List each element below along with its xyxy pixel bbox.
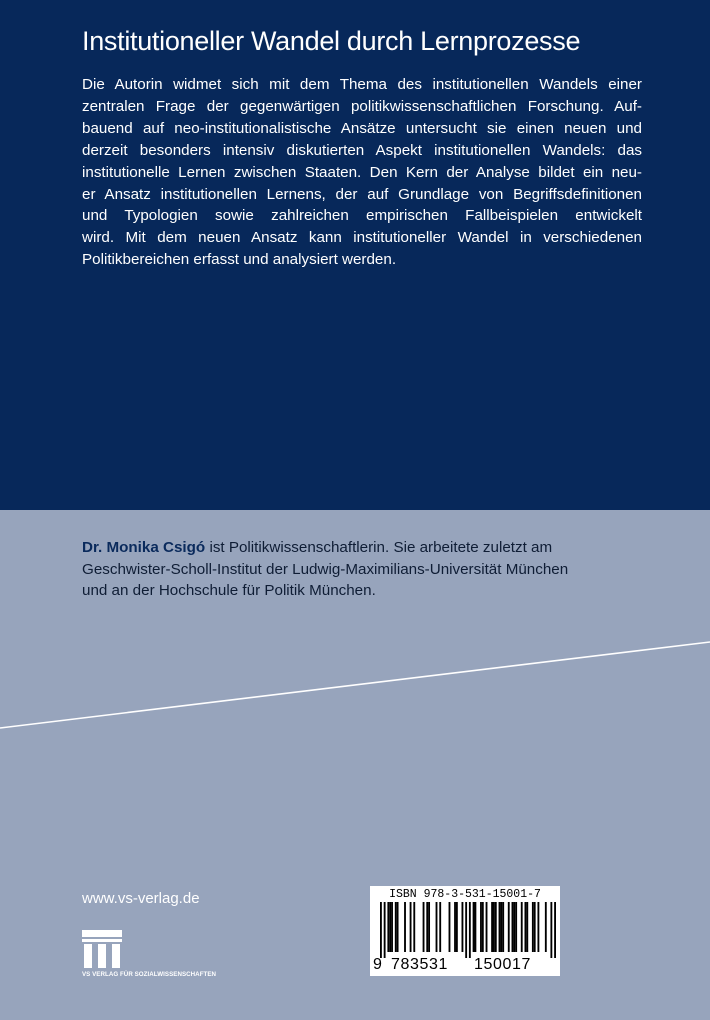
ean-first-digit: 9 bbox=[373, 956, 382, 973]
barcode-bar bbox=[465, 902, 467, 958]
blurb-line: zentralen Frage der gegenwärtigen politikwissenschaftlichen Forschung. Auf- bbox=[82, 97, 642, 115]
barcode-bar bbox=[554, 902, 556, 958]
barcode-bar bbox=[491, 902, 493, 952]
book-blurb bbox=[82, 74, 642, 271]
barcode-bar bbox=[436, 902, 438, 952]
barcode-bar bbox=[469, 902, 471, 958]
publisher-website-link[interactable]: www.vs-verlag.de bbox=[82, 890, 200, 907]
blurb-line: und Typologien sowie zahlreichen empirischen Fallbeispielen entwickelt bbox=[82, 207, 642, 225]
barcode-bar bbox=[537, 902, 539, 952]
barcode-bar bbox=[456, 902, 458, 952]
author-bio bbox=[82, 537, 568, 602]
barcode-bar bbox=[512, 902, 514, 952]
barcode-bar bbox=[380, 902, 382, 958]
author-bio-line: und an der Hochschule für Politik München. bbox=[82, 582, 376, 600]
barcode-bar bbox=[395, 902, 397, 952]
barcode-bar bbox=[428, 902, 430, 952]
ean13-barcode-icon bbox=[380, 902, 556, 958]
barcode-bar bbox=[513, 902, 515, 952]
barcode-bar bbox=[515, 902, 517, 952]
isbn-barcode bbox=[370, 886, 560, 976]
barcode-bar bbox=[426, 902, 428, 952]
barcode-bar bbox=[404, 902, 406, 952]
vs-verlag-logo-icon bbox=[82, 930, 122, 968]
barcode-bar bbox=[387, 902, 389, 952]
barcode-bar bbox=[384, 902, 386, 958]
ean-left-group: 783531 bbox=[391, 956, 448, 973]
barcode-bar bbox=[500, 902, 502, 952]
isbn-label: ISBN 978-3-531-15001-7 bbox=[389, 888, 541, 901]
publisher-logo bbox=[82, 930, 232, 980]
barcode-bar bbox=[474, 902, 476, 952]
book-title: Institutioneller Wandel durch Lernprozesse bbox=[82, 26, 581, 56]
blurb-line: institutionelle Lernen zwischen Staaten. Den Kern der Analyse bildet ein neu- bbox=[82, 163, 642, 181]
decorative-diagonal-line bbox=[0, 640, 710, 740]
back-cover-bottom-panel bbox=[0, 510, 710, 1020]
barcode-bar bbox=[480, 902, 482, 952]
barcode-bar bbox=[499, 902, 501, 952]
author-name: Dr. Monika Csigó bbox=[82, 539, 206, 556]
barcode-bar bbox=[550, 902, 552, 958]
publisher-name: VS VERLAG FÜR SOZIALWISSENSCHAFTEN bbox=[82, 971, 217, 978]
barcode-bar bbox=[521, 902, 523, 952]
barcode-bar bbox=[486, 902, 488, 952]
barcode-bar bbox=[410, 902, 412, 952]
blurb-line: Die Autorin widmet sich mit dem Thema des institutionellen Wandels einer bbox=[82, 76, 642, 93]
author-bio-line: Geschwister-Scholl-Institut der Ludwig-Maximilians-Universität München bbox=[82, 560, 569, 578]
barcode-bar bbox=[493, 902, 495, 952]
ean-right-group: 150017 bbox=[474, 956, 531, 973]
barcode-bar bbox=[526, 902, 528, 952]
barcode-bar bbox=[534, 902, 536, 952]
barcode-bar bbox=[423, 902, 425, 952]
author-bio-text: ist Politikwissenschaftlerin. Sie arbeitete zuletzt am bbox=[205, 539, 553, 556]
barcode-bar bbox=[495, 902, 497, 952]
barcode-bar bbox=[413, 902, 415, 952]
barcode-bar bbox=[482, 902, 484, 952]
barcode-bar bbox=[508, 902, 510, 952]
blurb-line: derzeit besonders intensiv diskutierten Aspekt institutionellen Wandels: das bbox=[82, 141, 642, 159]
blurb-line: bauend auf neo-institutionalistische Ansätze untersucht sie einen neuen und bbox=[82, 119, 642, 137]
barcode-bar bbox=[473, 902, 475, 952]
barcode-bar bbox=[439, 902, 441, 952]
barcode-bar bbox=[449, 902, 451, 952]
barcode-bar bbox=[532, 902, 534, 952]
blurb-line: Politikbereichen erfasst und analysiert werden. bbox=[82, 251, 397, 269]
author-bio-line bbox=[82, 537, 568, 559]
barcode-bar bbox=[391, 902, 393, 952]
barcode-bar bbox=[525, 902, 527, 952]
barcode-bar bbox=[397, 902, 399, 952]
barcode-bar bbox=[545, 902, 547, 952]
barcode-bar bbox=[389, 902, 391, 952]
blurb-line: wird. Mit dem neuen Ansatz kann institutioneller Wandel in verschiedenen bbox=[82, 229, 642, 247]
barcode-bar bbox=[454, 902, 456, 952]
blurb-line: er Ansatz institutionellen Lernens, der auf Grundlage von Begriffsdefinitionen bbox=[82, 185, 642, 203]
barcode-bar bbox=[462, 902, 464, 952]
barcode-bar bbox=[502, 902, 504, 952]
